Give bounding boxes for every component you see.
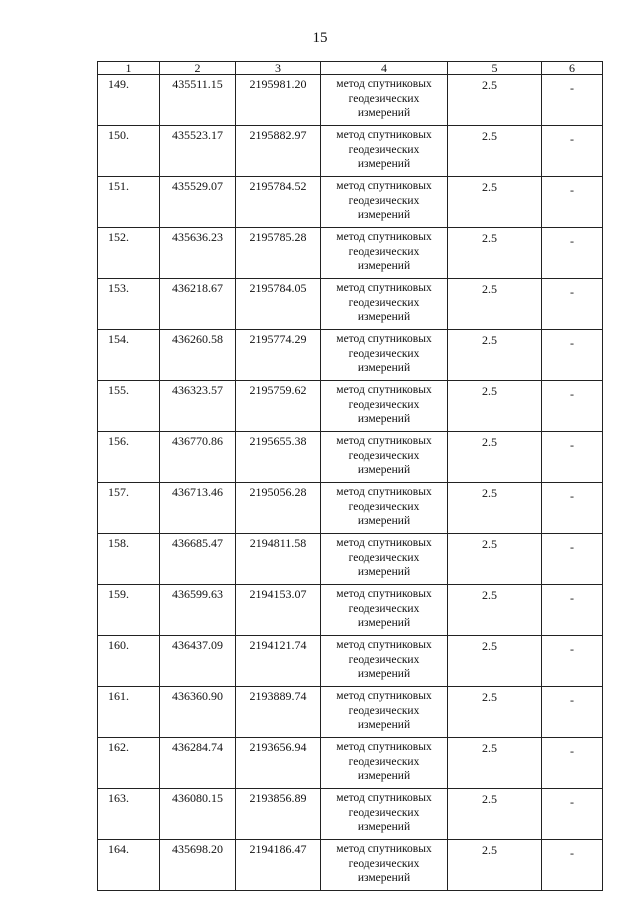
- method-line: метод спутниковых: [336, 435, 432, 447]
- method-cell: [321, 177, 448, 228]
- column-6-cell: -: [542, 381, 603, 432]
- method-cell: [321, 381, 448, 432]
- method-line: метод спутниковых: [336, 792, 432, 804]
- point-number-cell: 161.: [98, 687, 160, 738]
- method-line: геодезических: [348, 245, 420, 258]
- table-row: [98, 330, 603, 381]
- method-line: геодезических: [348, 755, 420, 768]
- accuracy-cell: 2.5: [448, 228, 542, 279]
- point-number-cell: 153.: [98, 279, 160, 330]
- x-coordinate-cell: 436323.57: [160, 381, 236, 432]
- accuracy-cell: 2.5: [448, 75, 542, 126]
- y-coordinate-cell: 2195056.28: [236, 483, 321, 534]
- method-line: метод спутниковых: [336, 180, 432, 192]
- method-cell: [321, 75, 448, 126]
- table-row: [98, 432, 603, 483]
- y-coordinate-cell: 2195882.97: [236, 126, 321, 177]
- column-6-cell: -: [542, 840, 603, 891]
- y-coordinate-cell: 2195759.62: [236, 381, 321, 432]
- table-row: [98, 534, 603, 585]
- method-line: геодезических: [348, 296, 420, 309]
- point-number-cell: 155.: [98, 381, 160, 432]
- table-row: [98, 585, 603, 636]
- method-line: измерений: [357, 617, 411, 629]
- method-line: измерений: [357, 821, 411, 833]
- table-row: [98, 228, 603, 279]
- point-number-cell: 151.: [98, 177, 160, 228]
- accuracy-cell: 2.5: [448, 585, 542, 636]
- x-coordinate-cell: 436713.46: [160, 483, 236, 534]
- method-line: измерений: [357, 413, 411, 425]
- table-row: [98, 840, 603, 891]
- method-line: метод спутниковых: [336, 690, 432, 702]
- x-coordinate-cell: 436599.63: [160, 585, 236, 636]
- header-row: [98, 62, 603, 75]
- table-row: [98, 636, 603, 687]
- table-row: [98, 738, 603, 789]
- column-6-cell: -: [542, 177, 603, 228]
- y-coordinate-cell: 2193856.89: [236, 789, 321, 840]
- y-coordinate-cell: 2195981.20: [236, 75, 321, 126]
- method-cell: [321, 687, 448, 738]
- method-line: измерений: [357, 719, 411, 731]
- accuracy-cell: 2.5: [448, 432, 542, 483]
- column-6-cell: -: [542, 534, 603, 585]
- column-header-1: 1: [98, 62, 160, 75]
- y-coordinate-cell: 2195785.28: [236, 228, 321, 279]
- method-line: метод спутниковых: [336, 741, 432, 753]
- accuracy-cell: 2.5: [448, 687, 542, 738]
- coordinates-table: [97, 61, 603, 891]
- accuracy-cell: 2.5: [448, 534, 542, 585]
- column-6-cell: -: [542, 279, 603, 330]
- method-line: метод спутниковых: [336, 537, 432, 549]
- point-number-cell: 162.: [98, 738, 160, 789]
- method-line: измерений: [357, 566, 411, 578]
- x-coordinate-cell: 436437.09: [160, 636, 236, 687]
- method-cell: [321, 279, 448, 330]
- page-number: 15: [312, 30, 328, 46]
- column-header-2: 2: [160, 62, 236, 75]
- accuracy-cell: 2.5: [448, 840, 542, 891]
- column-6-cell: -: [542, 432, 603, 483]
- method-line: геодезических: [348, 602, 420, 615]
- y-coordinate-cell: 2194153.07: [236, 585, 321, 636]
- x-coordinate-cell: 435529.07: [160, 177, 236, 228]
- method-cell: [321, 126, 448, 177]
- method-cell: [321, 432, 448, 483]
- point-number-cell: 156.: [98, 432, 160, 483]
- method-cell: [321, 483, 448, 534]
- y-coordinate-cell: 2194186.47: [236, 840, 321, 891]
- y-coordinate-cell: 2195774.29: [236, 330, 321, 381]
- x-coordinate-cell: 435698.20: [160, 840, 236, 891]
- table-row: [98, 75, 603, 126]
- table-row: [98, 381, 603, 432]
- point-number-cell: 160.: [98, 636, 160, 687]
- column-6-cell: -: [542, 228, 603, 279]
- method-line: метод спутниковых: [336, 588, 432, 600]
- method-line: измерений: [357, 515, 411, 527]
- table-header: [98, 62, 603, 75]
- point-number-cell: 158.: [98, 534, 160, 585]
- method-line: геодезических: [348, 92, 420, 105]
- accuracy-cell: 2.5: [448, 177, 542, 228]
- column-6-cell: -: [542, 483, 603, 534]
- method-line: геодезических: [348, 806, 420, 819]
- accuracy-cell: 2.5: [448, 636, 542, 687]
- accuracy-cell: 2.5: [448, 483, 542, 534]
- table-row: [98, 279, 603, 330]
- method-line: измерений: [357, 209, 411, 221]
- point-number-cell: 150.: [98, 126, 160, 177]
- column-6-cell: -: [542, 738, 603, 789]
- method-line: метод спутниковых: [336, 78, 432, 90]
- method-line: измерений: [357, 668, 411, 680]
- method-line: измерений: [357, 107, 411, 119]
- point-number-cell: 154.: [98, 330, 160, 381]
- column-6-cell: -: [542, 789, 603, 840]
- method-line: геодезических: [348, 857, 420, 870]
- x-coordinate-cell: 436218.67: [160, 279, 236, 330]
- column-header-4: 4: [321, 62, 448, 75]
- x-coordinate-cell: 436080.15: [160, 789, 236, 840]
- y-coordinate-cell: 2193889.74: [236, 687, 321, 738]
- point-number-cell: 159.: [98, 585, 160, 636]
- method-line: измерений: [357, 158, 411, 170]
- table-row: [98, 789, 603, 840]
- method-line: измерений: [357, 872, 411, 884]
- column-header-5: 5: [448, 62, 542, 75]
- method-cell: [321, 738, 448, 789]
- table-row: [98, 483, 603, 534]
- method-line: метод спутниковых: [336, 333, 432, 345]
- method-line: геодезических: [348, 500, 420, 513]
- method-line: геодезических: [348, 653, 420, 666]
- table-row: [98, 126, 603, 177]
- y-coordinate-cell: 2195784.05: [236, 279, 321, 330]
- point-number-cell: 163.: [98, 789, 160, 840]
- method-line: геодезических: [348, 704, 420, 717]
- accuracy-cell: 2.5: [448, 126, 542, 177]
- method-line: геодезических: [348, 347, 420, 360]
- method-line: геодезических: [348, 398, 420, 411]
- column-6-cell: -: [542, 126, 603, 177]
- method-line: метод спутниковых: [336, 843, 432, 855]
- x-coordinate-cell: 435511.15: [160, 75, 236, 126]
- x-coordinate-cell: 435523.17: [160, 126, 236, 177]
- accuracy-cell: 2.5: [448, 279, 542, 330]
- method-line: геодезических: [348, 194, 420, 207]
- point-number-cell: 164.: [98, 840, 160, 891]
- method-line: метод спутниковых: [336, 231, 432, 243]
- method-line: измерений: [357, 464, 411, 476]
- method-line: измерений: [357, 770, 411, 782]
- x-coordinate-cell: 435636.23: [160, 228, 236, 279]
- method-cell: [321, 534, 448, 585]
- column-6-cell: -: [542, 75, 603, 126]
- table-row: [98, 687, 603, 738]
- x-coordinate-cell: 436284.74: [160, 738, 236, 789]
- accuracy-cell: 2.5: [448, 789, 542, 840]
- point-number-cell: 157.: [98, 483, 160, 534]
- method-cell: [321, 636, 448, 687]
- method-line: метод спутниковых: [336, 486, 432, 498]
- table-row: [98, 177, 603, 228]
- accuracy-cell: 2.5: [448, 330, 542, 381]
- method-line: измерений: [357, 311, 411, 323]
- column-6-cell: -: [542, 585, 603, 636]
- method-cell: [321, 228, 448, 279]
- method-line: метод спутниковых: [336, 384, 432, 396]
- accuracy-cell: 2.5: [448, 738, 542, 789]
- method-line: геодезических: [348, 143, 420, 156]
- method-line: метод спутниковых: [336, 639, 432, 651]
- point-number-cell: 152.: [98, 228, 160, 279]
- y-coordinate-cell: 2195655.38: [236, 432, 321, 483]
- method-cell: [321, 840, 448, 891]
- method-line: геодезических: [348, 449, 420, 462]
- y-coordinate-cell: 2194811.58: [236, 534, 321, 585]
- method-line: измерений: [357, 260, 411, 272]
- point-number-cell: 149.: [98, 75, 160, 126]
- method-cell: [321, 330, 448, 381]
- x-coordinate-cell: 436770.86: [160, 432, 236, 483]
- x-coordinate-cell: 436260.58: [160, 330, 236, 381]
- y-coordinate-cell: 2194121.74: [236, 636, 321, 687]
- method-line: измерений: [357, 362, 411, 374]
- column-header-6: 6: [542, 62, 603, 75]
- method-cell: [321, 789, 448, 840]
- accuracy-cell: 2.5: [448, 381, 542, 432]
- column-6-cell: -: [542, 330, 603, 381]
- method-cell: [321, 585, 448, 636]
- x-coordinate-cell: 436360.90: [160, 687, 236, 738]
- table-body: [98, 75, 603, 891]
- method-line: геодезических: [348, 551, 420, 564]
- column-6-cell: -: [542, 636, 603, 687]
- y-coordinate-cell: 2193656.94: [236, 738, 321, 789]
- y-coordinate-cell: 2195784.52: [236, 177, 321, 228]
- column-header-3: 3: [236, 62, 321, 75]
- x-coordinate-cell: 436685.47: [160, 534, 236, 585]
- column-6-cell: -: [542, 687, 603, 738]
- method-line: метод спутниковых: [336, 129, 432, 141]
- method-line: метод спутниковых: [336, 282, 432, 294]
